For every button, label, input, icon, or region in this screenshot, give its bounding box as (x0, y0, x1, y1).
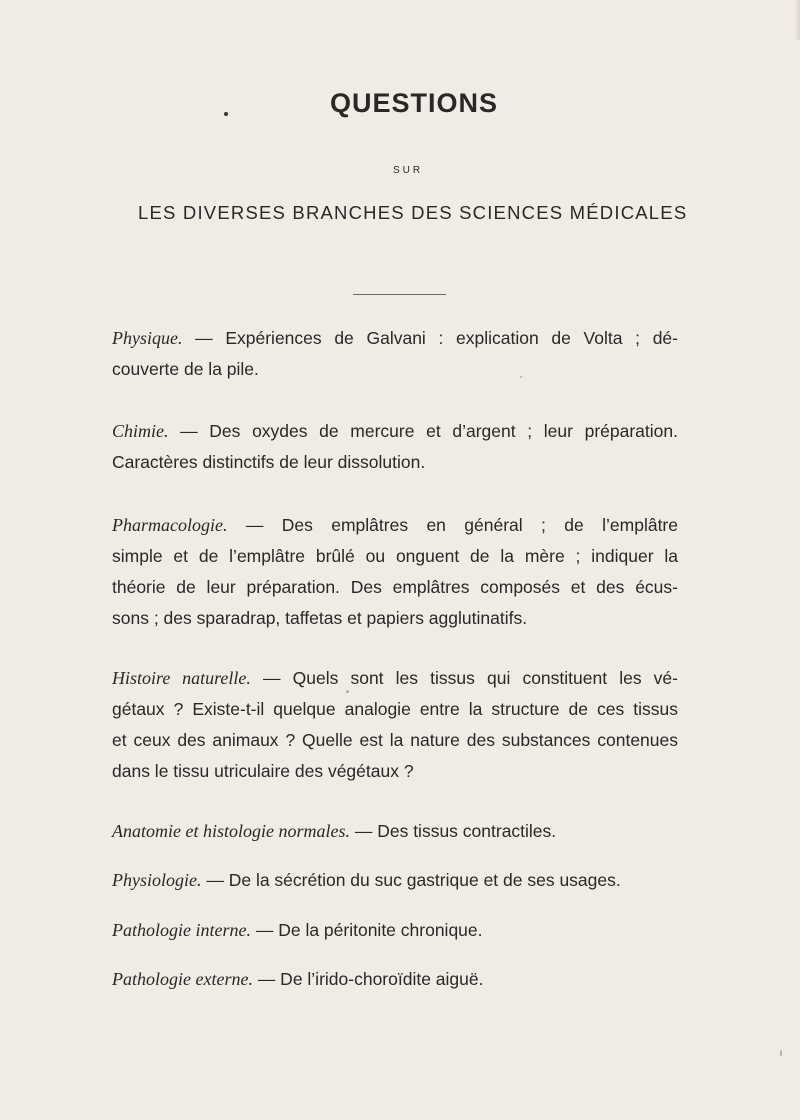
entry-line (112, 663, 678, 694)
entry-line (112, 865, 678, 896)
paper-speck (346, 690, 349, 693)
entry-line (112, 915, 678, 946)
entry-heading: Pharmacologie. (112, 515, 228, 535)
entry-line (112, 964, 678, 995)
question-entry-physiologie (112, 865, 678, 896)
question-entry-pathologie-interne (112, 915, 678, 946)
entry-text: — Des emplâtres en général ; de l’emplâtre (227, 515, 678, 535)
sur-label: SUR (392, 165, 424, 176)
question-entry-physique (112, 323, 678, 385)
entry-text: — Expériences de Galvani : explication de Volta ; dé- (182, 328, 678, 348)
entry-line: Caractères distinctifs de leur dissolution. (112, 452, 426, 472)
entry-line: simple et de l’emplâtre brûlé ou onguent de la mère ; indiquer la (112, 546, 678, 566)
question-entry-anatomie (112, 816, 678, 847)
entry-line: sons ; des sparadrap, taffetas et papiers agglutinatifs. (112, 608, 528, 628)
entry-heading: Physique. (112, 328, 183, 348)
question-entry-histoire-naturelle (112, 663, 678, 787)
entry-heading: Chimie. (112, 421, 169, 441)
entry-text: — Des tissus contractiles. (349, 821, 557, 841)
question-entry-pharmacologie (112, 510, 678, 634)
entry-heading: Pathologie externe. (112, 969, 253, 989)
entry-line: théorie de leur préparation. Des emplâtres composés et des écus- (112, 577, 678, 597)
entry-heading: Physiologie. (112, 870, 202, 890)
entry-line: dans le tissu utriculaire des végétaux ? (112, 761, 414, 781)
entry-line: gétaux ? Existe-t-il quelque analogie entre la structure de ces tissus (112, 699, 678, 719)
paper-speck (780, 1050, 782, 1056)
question-entry-chimie (112, 416, 678, 478)
entry-line (112, 510, 678, 541)
entry-text: — Quels sont les tissus qui constituent les vé- (250, 668, 678, 688)
entry-line: couverte de la pile. (112, 359, 259, 379)
question-entry-pathologie-externe (112, 964, 678, 995)
entry-text: — De la péritonite chronique. (250, 920, 483, 940)
entry-line (112, 323, 678, 354)
entry-line (112, 416, 678, 447)
entry-heading: Anatomie et histologie normales. (112, 821, 350, 841)
entry-heading: Pathologie interne. (112, 920, 251, 940)
page-title: QUESTIONS (329, 88, 499, 118)
entry-text: — Des oxydes de mercure et d’argent ; leur préparation. (168, 421, 678, 441)
entry-line (112, 816, 678, 847)
entry-text: — De l’irido-choroïdite aiguë. (252, 969, 484, 989)
paper-speck (520, 376, 522, 378)
divider-rule (353, 294, 446, 295)
entry-text: — De la sécrétion du suc gastrique et de ses usages. (201, 870, 621, 890)
page-corner-shadow (794, 0, 800, 40)
entry-heading: Histoire naturelle. (112, 668, 251, 688)
entry-line: et ceux des animaux ? Quelle est la nature des substances contenues (112, 730, 678, 750)
page-subtitle: LES DIVERSES BRANCHES DES SCIENCES MÉDICALES (138, 202, 688, 223)
